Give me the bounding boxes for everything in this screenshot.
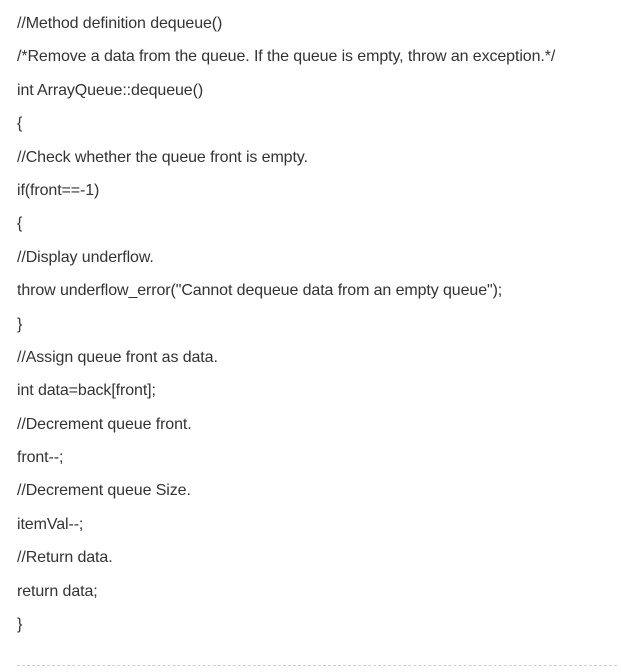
- code-line: return data;: [17, 582, 98, 600]
- code-line: }: [17, 315, 23, 333]
- code-line: itemVal--;: [17, 515, 84, 533]
- code-line: }: [17, 616, 23, 634]
- code-line: int data=back[front];: [17, 382, 156, 400]
- code-line: int ArrayQueue::dequeue(): [17, 81, 204, 99]
- section-divider: [17, 665, 617, 666]
- code-line: front--;: [17, 449, 64, 467]
- code-line: /*Remove a data from the queue. If the queue is empty, throw an exception.*/: [17, 48, 556, 66]
- code-line: //Method definition dequeue(): [17, 15, 223, 32]
- code-line: //Display underflow.: [17, 248, 154, 266]
- code-line: throw underflow_error("Cannot dequeue data from an empty queue");: [17, 282, 503, 300]
- code-line: {: [17, 115, 23, 133]
- code-line: //Assign queue front as data.: [17, 348, 218, 366]
- code-line: //Check whether the queue front is empty.: [17, 148, 308, 166]
- code-line: {: [17, 215, 23, 233]
- code-line: //Decrement queue Size.: [17, 482, 191, 500]
- code-answer-block: [17, 14, 611, 648]
- code-line: //Decrement queue front.: [17, 415, 192, 433]
- code-line: if(front==-1): [17, 181, 100, 199]
- code-line: //Return data.: [17, 549, 113, 567]
